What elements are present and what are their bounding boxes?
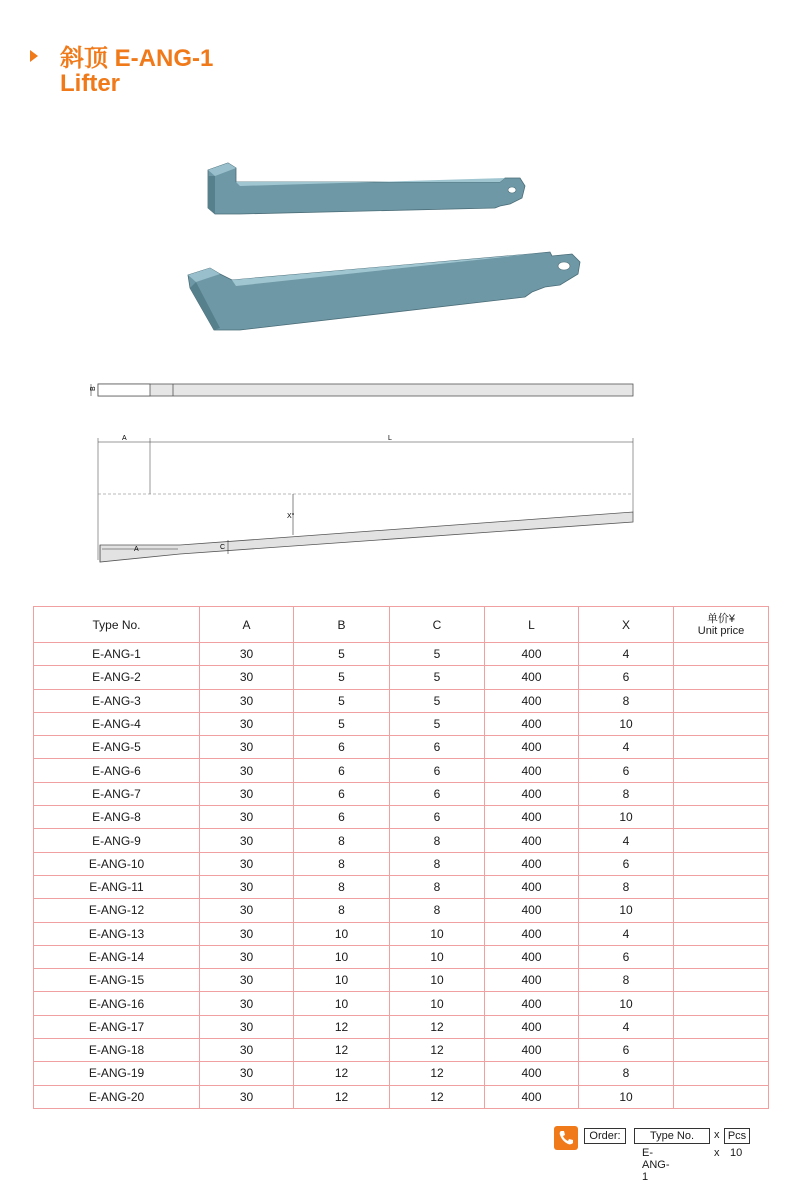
type-cell: E-ANG-13	[34, 922, 200, 945]
price-cell	[674, 689, 769, 712]
value-cell: 30	[200, 1015, 294, 1038]
dim-a-label: A	[122, 435, 127, 442]
table-row	[34, 829, 769, 852]
type-cell: E-ANG-11	[34, 875, 200, 898]
value-cell: 400	[485, 992, 579, 1015]
type-cell: E-ANG-12	[34, 899, 200, 922]
table-row	[34, 1015, 769, 1038]
type-cell: E-ANG-9	[34, 829, 200, 852]
value-cell: 400	[485, 899, 579, 922]
value-cell: 10	[294, 992, 390, 1015]
value-cell: 30	[200, 1085, 294, 1108]
value-cell: 8	[579, 1062, 674, 1085]
value-cell: 12	[390, 1085, 485, 1108]
table-row	[34, 806, 769, 829]
type-cell: E-ANG-10	[34, 852, 200, 875]
value-cell: 400	[485, 666, 579, 689]
value-cell: 30	[200, 899, 294, 922]
value-cell: 400	[485, 829, 579, 852]
value-cell: 6	[579, 852, 674, 875]
value-cell: 8	[294, 852, 390, 875]
col-header: A	[200, 607, 294, 643]
value-cell: 8	[390, 829, 485, 852]
price-cell	[674, 922, 769, 945]
price-cell	[674, 736, 769, 759]
value-cell: 5	[294, 689, 390, 712]
table-row	[34, 852, 769, 875]
dim-l-label: L	[388, 435, 392, 442]
value-cell: 10	[390, 969, 485, 992]
value-cell: 30	[200, 736, 294, 759]
table-header-row	[34, 607, 769, 643]
value-cell: 12	[294, 1039, 390, 1062]
price-cell	[674, 759, 769, 782]
value-cell: 400	[485, 1085, 579, 1108]
type-cell: E-ANG-16	[34, 992, 200, 1015]
type-cell: E-ANG-7	[34, 782, 200, 805]
table-row	[34, 969, 769, 992]
value-cell: 30	[200, 1039, 294, 1062]
value-cell: 4	[579, 829, 674, 852]
value-cell: 8	[579, 875, 674, 898]
table-row	[34, 782, 769, 805]
value-cell: 4	[579, 1015, 674, 1038]
value-cell: 8	[390, 852, 485, 875]
col-header: L	[485, 607, 579, 643]
price-cell	[674, 1039, 769, 1062]
value-cell: 10	[579, 992, 674, 1015]
table-row	[34, 945, 769, 968]
value-cell: 5	[390, 643, 485, 666]
value-cell: 400	[485, 1062, 579, 1085]
col-header: B	[294, 607, 390, 643]
value-cell: 10	[579, 1085, 674, 1108]
table-row	[34, 736, 769, 759]
price-cell	[674, 712, 769, 735]
page-subtitle: Lifter	[60, 70, 120, 97]
value-cell: 8	[579, 969, 674, 992]
type-cell: E-ANG-20	[34, 1085, 200, 1108]
value-cell: 400	[485, 712, 579, 735]
col-header-price	[674, 607, 769, 643]
value-cell: 6	[390, 759, 485, 782]
value-cell: 30	[200, 852, 294, 875]
price-header-en: Unit price	[697, 624, 745, 637]
value-cell: 8	[294, 875, 390, 898]
price-cell	[674, 782, 769, 805]
value-cell: 12	[294, 1015, 390, 1038]
order-type-value: E-ANG-1	[642, 1147, 670, 1183]
value-cell: 10	[390, 992, 485, 1015]
value-cell: 400	[485, 852, 579, 875]
type-cell: E-ANG-1	[34, 643, 200, 666]
price-cell	[674, 806, 769, 829]
table-row	[34, 992, 769, 1015]
type-cell: E-ANG-2	[34, 666, 200, 689]
type-cell: E-ANG-8	[34, 806, 200, 829]
value-cell: 400	[485, 759, 579, 782]
lifter-render-bottom	[188, 252, 580, 330]
price-cell	[674, 945, 769, 968]
value-cell: 400	[485, 806, 579, 829]
price-cell	[674, 1062, 769, 1085]
value-cell: 5	[390, 689, 485, 712]
col-header: Type No.	[34, 607, 200, 643]
lifter-render-top	[208, 163, 525, 214]
value-cell: 30	[200, 992, 294, 1015]
table-row	[34, 689, 769, 712]
value-cell: 30	[200, 759, 294, 782]
page-title: 斜顶 E-ANG-1	[60, 45, 214, 72]
top-view-drawing	[90, 384, 633, 396]
value-cell: 30	[200, 806, 294, 829]
price-cell	[674, 899, 769, 922]
value-cell: 10	[294, 945, 390, 968]
price-cell	[674, 829, 769, 852]
value-cell: 400	[485, 1039, 579, 1062]
value-cell: 10	[294, 922, 390, 945]
value-cell: 6	[294, 759, 390, 782]
value-cell: 30	[200, 922, 294, 945]
table-row	[34, 922, 769, 945]
value-cell: 30	[200, 875, 294, 898]
table-row	[34, 875, 769, 898]
value-cell: 8	[294, 899, 390, 922]
order-qty: 10	[730, 1147, 743, 1159]
type-cell: E-ANG-18	[34, 1039, 200, 1062]
table-row	[34, 666, 769, 689]
value-cell: 30	[200, 643, 294, 666]
price-cell	[674, 1085, 769, 1108]
value-cell: 6	[294, 736, 390, 759]
value-cell: 8	[579, 782, 674, 805]
type-cell: E-ANG-19	[34, 1062, 200, 1085]
value-cell: 12	[390, 1015, 485, 1038]
dim-c-label: C	[220, 544, 226, 551]
order-pcs-label: Pcs	[724, 1128, 750, 1144]
price-cell	[674, 969, 769, 992]
type-cell: E-ANG-15	[34, 969, 200, 992]
value-cell: 30	[200, 712, 294, 735]
phone-icon	[554, 1126, 578, 1150]
dim-b-label: B	[90, 386, 97, 391]
value-cell: 12	[390, 1062, 485, 1085]
value-cell: 12	[390, 1039, 485, 1062]
value-cell: 10	[579, 806, 674, 829]
price-header-cn: 单价¥	[706, 612, 736, 625]
value-cell: 6	[579, 1039, 674, 1062]
type-cell: E-ANG-6	[34, 759, 200, 782]
value-cell: 10	[390, 922, 485, 945]
price-cell	[674, 1015, 769, 1038]
value-cell: 400	[485, 643, 579, 666]
value-cell: 12	[294, 1085, 390, 1108]
type-cell: E-ANG-3	[34, 689, 200, 712]
value-cell: 10	[579, 712, 674, 735]
col-header: X	[579, 607, 674, 643]
value-cell: 6	[294, 782, 390, 805]
value-cell: 30	[200, 945, 294, 968]
value-cell: 6	[579, 945, 674, 968]
value-cell: 400	[485, 875, 579, 898]
type-cell: E-ANG-17	[34, 1015, 200, 1038]
value-cell: 5	[390, 666, 485, 689]
value-cell: 8	[390, 875, 485, 898]
value-cell: 8	[579, 689, 674, 712]
price-cell	[674, 643, 769, 666]
value-cell: 30	[200, 829, 294, 852]
table-row	[34, 712, 769, 735]
price-cell	[674, 852, 769, 875]
value-cell: 6	[294, 806, 390, 829]
value-cell: 6	[390, 736, 485, 759]
value-cell: 30	[200, 969, 294, 992]
table-row	[34, 899, 769, 922]
type-cell: E-ANG-5	[34, 736, 200, 759]
price-cell	[674, 992, 769, 1015]
dim-a2-label: A	[134, 546, 139, 553]
value-cell: 400	[485, 736, 579, 759]
value-cell: 10	[294, 969, 390, 992]
value-cell: 8	[294, 829, 390, 852]
value-cell: 6	[579, 759, 674, 782]
type-cell: E-ANG-14	[34, 945, 200, 968]
value-cell: 10	[390, 945, 485, 968]
table-row	[34, 1039, 769, 1062]
value-cell: 6	[579, 666, 674, 689]
side-view-drawing	[98, 435, 633, 562]
table-row	[34, 1062, 769, 1085]
value-cell: 400	[485, 945, 579, 968]
value-cell: 5	[294, 666, 390, 689]
value-cell: 12	[294, 1062, 390, 1085]
value-cell: 30	[200, 782, 294, 805]
col-header: C	[390, 607, 485, 643]
value-cell: 4	[579, 736, 674, 759]
order-type-label: Type No.	[634, 1128, 710, 1144]
value-cell: 400	[485, 1015, 579, 1038]
value-cell: 5	[294, 712, 390, 735]
value-cell: 30	[200, 1062, 294, 1085]
value-cell: 400	[485, 922, 579, 945]
price-cell	[674, 875, 769, 898]
order-times-2: x	[714, 1147, 720, 1159]
value-cell: 30	[200, 666, 294, 689]
table-row	[34, 643, 769, 666]
price-cell	[674, 666, 769, 689]
value-cell: 4	[579, 922, 674, 945]
dim-x-label: X°	[287, 513, 295, 520]
spec-table	[33, 606, 769, 1109]
value-cell: 8	[390, 899, 485, 922]
value-cell: 5	[390, 712, 485, 735]
type-cell: E-ANG-4	[34, 712, 200, 735]
value-cell: 400	[485, 782, 579, 805]
value-cell: 400	[485, 969, 579, 992]
table-row	[34, 1085, 769, 1108]
value-cell: 6	[390, 806, 485, 829]
order-label: Order:	[584, 1128, 626, 1144]
table-row	[34, 759, 769, 782]
value-cell: 30	[200, 689, 294, 712]
value-cell: 5	[294, 643, 390, 666]
value-cell: 400	[485, 689, 579, 712]
order-times: x	[714, 1129, 720, 1141]
value-cell: 4	[579, 643, 674, 666]
value-cell: 10	[579, 899, 674, 922]
value-cell: 6	[390, 782, 485, 805]
